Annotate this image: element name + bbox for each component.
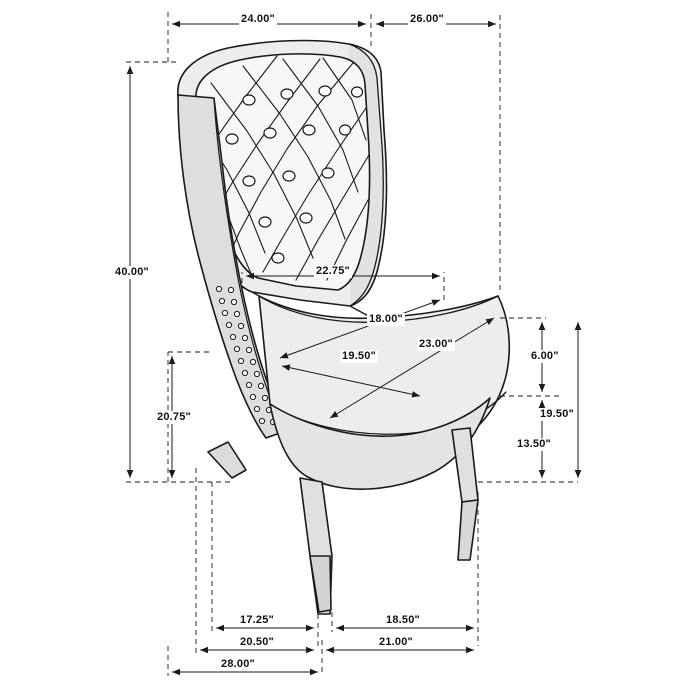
dimension-label-seat-width: 23.00" (419, 338, 453, 350)
dimension-label-overall-depth: 28.00" (221, 658, 255, 670)
dimension-label-side-height: 19.50" (540, 408, 574, 420)
dimension-label-top-right-width: 26.00" (410, 13, 444, 25)
dimension-label-base-right: 21.00" (379, 636, 413, 648)
dimension-label-overall-height: 40.00" (115, 266, 149, 278)
dimension-label-seat-depth: 18.00" (369, 313, 403, 325)
chair-illustration (178, 41, 509, 614)
dimension-label-base-left: 20.50" (240, 636, 274, 648)
dimension-label-top-left-width: 24.00" (241, 13, 275, 25)
dimension-label-seat-back-width: 22.75" (316, 265, 350, 277)
dimension-label-seat-height: 13.50" (517, 438, 551, 450)
dimension-label-seat-diagonal: 19.50" (342, 350, 376, 362)
dimension-label-seat-back-height: 20.75" (157, 411, 191, 423)
dimension-label-front-leg-span: 17.25" (240, 614, 274, 626)
dimension-label-arm-height: 6.00" (531, 350, 559, 362)
dimension-label-base-depth: 18.50" (386, 614, 420, 626)
